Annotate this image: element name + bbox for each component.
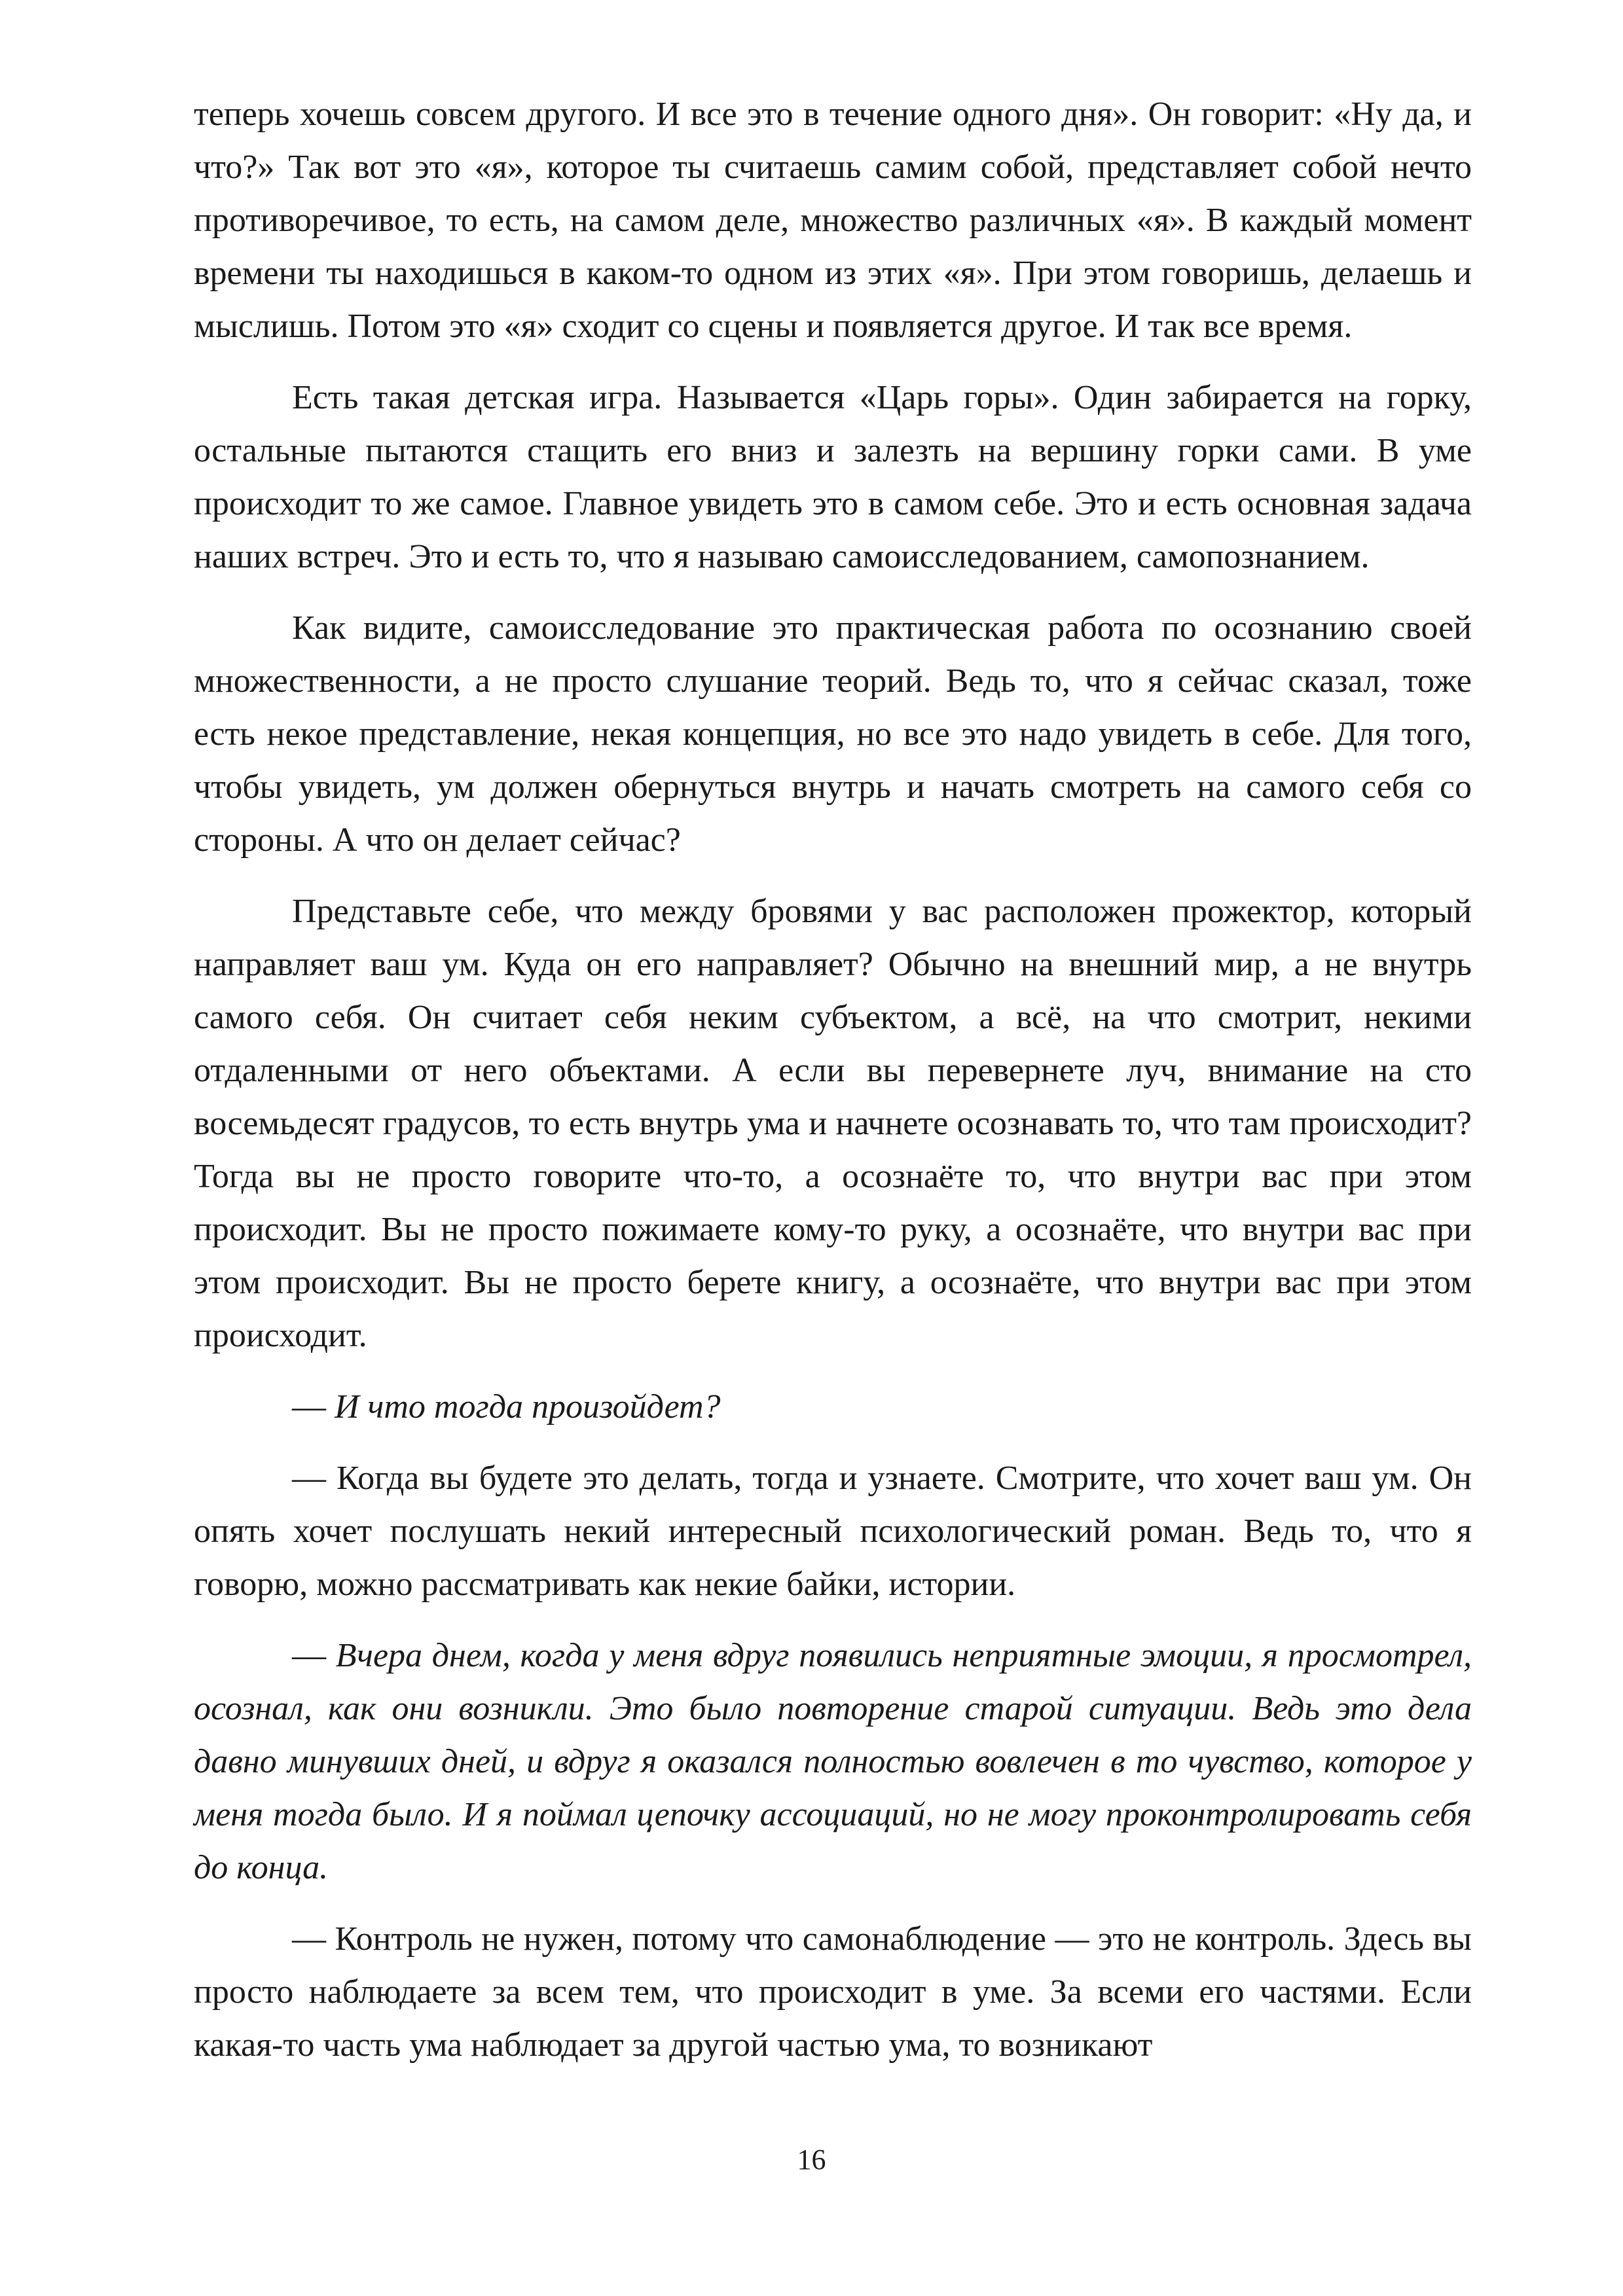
paragraph-6: [194, 1452, 1472, 1611]
paragraph-7-question: [194, 1629, 1472, 1894]
paragraph-6-text: — Когда вы будете это делать, тогда и узнаете. Смотрите, что хочет ваш ум. Он опять хочет послушать некий интересный психологический роман. Ведь то, что я говорю, можно рассматривать как некие байки, истории.: [194, 1460, 1472, 1603]
paragraph-3: [194, 601, 1472, 867]
text-body: [194, 88, 1472, 2090]
paragraph-1: [194, 88, 1472, 353]
paragraph-3-text: Как видите, самоисследование это практическая работа по осознанию своей множественности, а не просто слушание теорий. Ведь то, что я сейчас сказал, тоже есть некое представление, некая концепция, но все это надо увидеть в себе. Для того, чтобы увидеть, ум должен обернуться внутрь и начать смотреть на самого себя со стороны. А что он делает сейчас?: [194, 609, 1472, 859]
paragraph-7-text: Вчера днем, когда у меня вдруг появились неприятные эмоции, я просмотрел, осознал, как они возникли. Это было повторение старой ситуации. Ведь это дела давно минувших дней, и вдруг я оказался полностью вовлечен в то чувство, которое у меня тогда было. И я поймал цепочку ассоциаций, но не могу проконтролировать себя до конца.: [194, 1637, 1472, 1886]
page-number: 16: [797, 2144, 826, 2176]
paragraph-2-text: Есть такая детская игра. Называется «Царь горы». Один забирается на горку, остальные пытаются стащить его вниз и залезть на вершину горки сами. В уме происходит то же самое. Главное увидеть это в самом себе. Это и есть основная задача наших встреч. Это и есть то, что я называю самоисследованием, самопознанием.: [194, 379, 1472, 575]
paragraph-1-text: теперь хочешь совсем другого. И все это в течение одного дня». Он говорит: «Ну да, и что?» Так вот это «я», которое ты считаешь самим собой, представляет собой нечто противоречивое, то есть, на самом деле, множество различных «я». В каждый момент времени ты находишься в каком-то одном из этих «я». При этом говоришь, делаешь и мыслишь. Потом это «я» сходит со сцены и появляется другое. И так все время.: [194, 96, 1472, 345]
paragraph-4-text: Представьте себе, что между бровями у вас расположен прожектор, который направляет ваш ум. Куда он его направляет? Обычно на внешний мир, а не внутрь самого себя. Он считает себя неким субъектом, а всё, на что смотрит, некими отдаленными от него объектами. А если вы перевернете луч, внимание на сто восемьдесят градусов, то есть внутрь ума и начнете осознавать то, что там происходит? Тогда вы не просто говорите что-то, а осознаёте то, что внутри вас при этом происходит. Вы не просто пожимаете кому-то руку, а осознаёте, что внутри вас при этом происходит. Вы не просто берете книгу, а осознаёте, что внутри вас при этом происходит.: [194, 893, 1472, 1354]
paragraph-8-text: — Контроль не нужен, потому что самонаблюдение — это не контроль. Здесь вы просто наблюдаете за всем тем, что происходит в уме. За всеми его частями. Если какая-то часть ума наблюдает за другой частью ума, то возникают: [194, 1920, 1472, 2064]
paragraph-8: [194, 1912, 1472, 2072]
paragraph-4: [194, 885, 1472, 1362]
paragraph-7-dash: —: [292, 1637, 336, 1674]
paragraph-5-text: И что тогда произойдет?: [335, 1388, 721, 1426]
paragraph-2: [194, 371, 1472, 583]
paragraph-5-question: [194, 1380, 1472, 1433]
paragraph-5-dash: —: [292, 1388, 335, 1426]
